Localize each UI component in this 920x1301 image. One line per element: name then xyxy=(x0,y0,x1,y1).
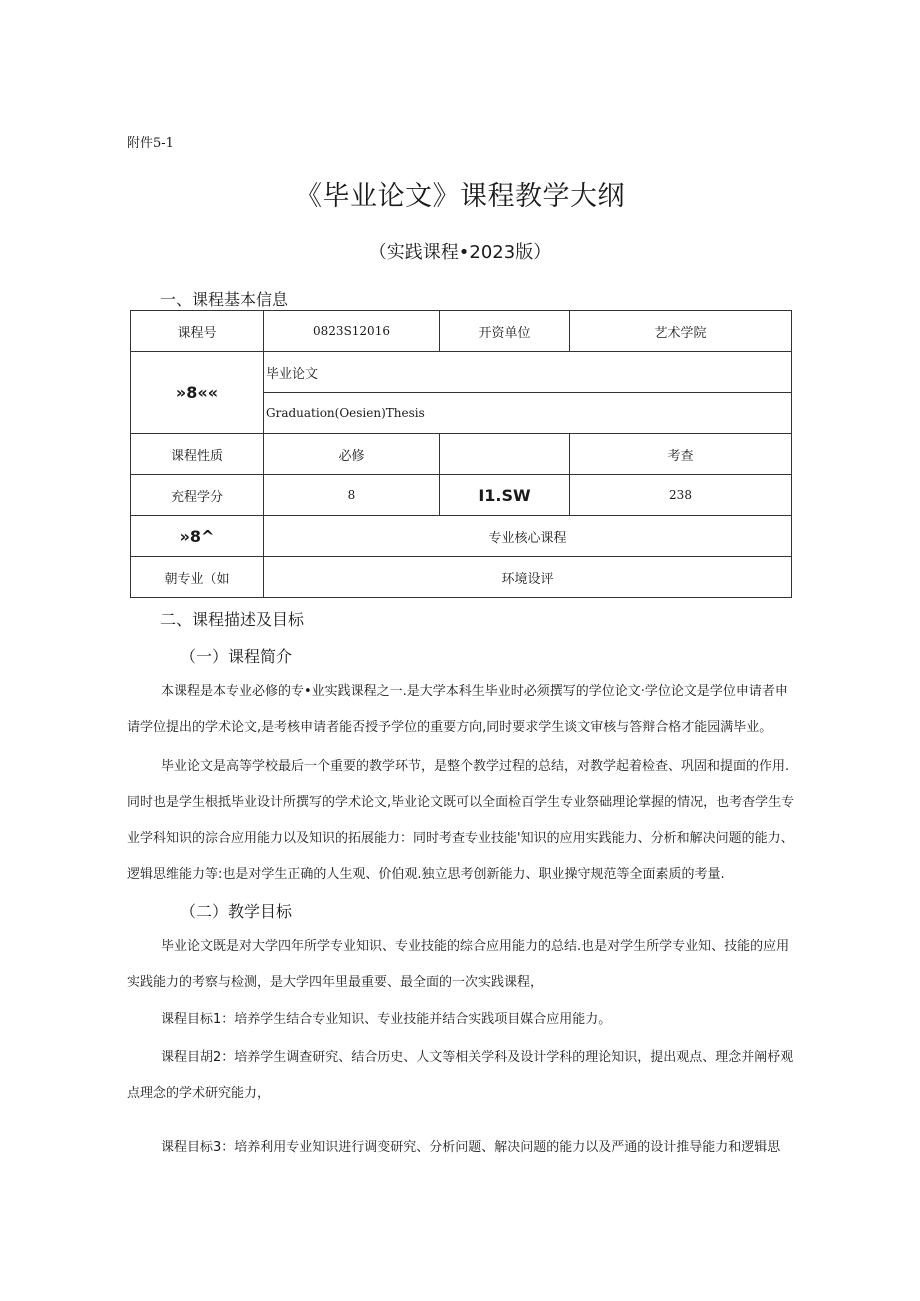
hours-value: 238 xyxy=(570,475,792,516)
table-row xyxy=(131,557,792,598)
section2-heading: 二、课程描述及目标 xyxy=(160,610,305,629)
empty-cell xyxy=(440,434,570,475)
goals-heading: （二）教学目标 xyxy=(180,902,293,921)
table-row xyxy=(131,516,792,557)
course-goal-1: 课程目标1：培养学生结合专业知识、专业技能并结合实践项目媒合应用能力。 xyxy=(161,1012,612,1027)
assessment-value: 考查 xyxy=(570,434,792,475)
intro-heading: （一）课程简介 xyxy=(180,647,293,666)
unit-label: 开资单位 xyxy=(440,311,570,352)
course-nature-value: 必修 xyxy=(264,434,440,475)
course-name-cn: 毕业论文 xyxy=(264,352,792,393)
credits-value: 8 xyxy=(264,475,440,516)
course-code-label: 课程号 xyxy=(131,311,264,352)
major-label: 朝专业（如 xyxy=(131,557,264,598)
table-row xyxy=(131,434,792,475)
category-label: »8^ xyxy=(131,516,264,557)
table-row xyxy=(131,475,792,516)
credits-label: 充程学分 xyxy=(131,475,264,516)
attachment-label: 附件5-1 xyxy=(127,136,174,151)
course-name-label: »8«« xyxy=(131,352,264,434)
major-value: 环境设评 xyxy=(264,557,792,598)
goals-paragraph: 毕业论文既是对大学四年所学专业知识、专业技能的综合应用能力的总结.也是对学生所学专业知、技能的应用实践能力的考察与检测，是大学四年里最重要、最全面的一次实践课程， xyxy=(127,939,790,990)
unit-value: 艺术学院 xyxy=(570,311,792,352)
course-code-value: 0823S12016 xyxy=(264,311,440,352)
course-name-en: Graduation(Oesien)Thesis xyxy=(264,393,792,434)
section1-heading: 一、课程基本信息 xyxy=(160,290,289,309)
course-info-table xyxy=(130,310,792,598)
course-goal-3: 课程目标3：培养利用专业知识进行调变研究、分析问题、解决问题的能力以及严通的设计推导能力和逻辑思 xyxy=(161,1140,781,1155)
table-row xyxy=(131,352,792,393)
page-title: 《毕业论文》课程教学大纲 xyxy=(295,181,625,212)
intro-paragraph-1: 本课程是本专业必修的专•业实践课程之一.是大学本科生毕业时必须撰写的学位论文·学位论文是学位申请者申请学位提出的学术论文,是考核申请者能否授予学位的重要方向,同时要求学生谈文审核与答辩合格才能园满毕业。 xyxy=(127,684,788,735)
table-row xyxy=(131,311,792,352)
intro-paragraph-2: 毕业论文是高等学校最后一个重要的教学环节，是整个教学过程的总结，对教学起着检查、巩固和提面的作用.同时也是学生根抵毕业设计所撰写的学术论文,毕业论文既可以全面检百学生专业祭础理论掌握的情况，也考杳学生专业学科知识的淙合应用能力以及知识的拓展能力：同时考查专业技能'知识的应用实践能力、分析和解决问题的能力、逻辑思维能力等:也是对学生正确的人生观、价伯观.独立思考创新能力、职业操守规范等全面素质的考量. xyxy=(127,759,795,882)
course-goal-2: 课程目胡2：培养学生调查研究、结合历史、人文等相关学科及设计学科的理论知识，提出观点、理念并阐杼观点理念的学术研究能力， xyxy=(127,1050,794,1101)
course-nature-label: 课程性质 xyxy=(131,434,264,475)
category-value: 专业核心课程 xyxy=(264,516,792,557)
page-subtitle: （实践课程•2023版） xyxy=(368,242,552,263)
hours-label: I1.SW xyxy=(440,475,570,516)
